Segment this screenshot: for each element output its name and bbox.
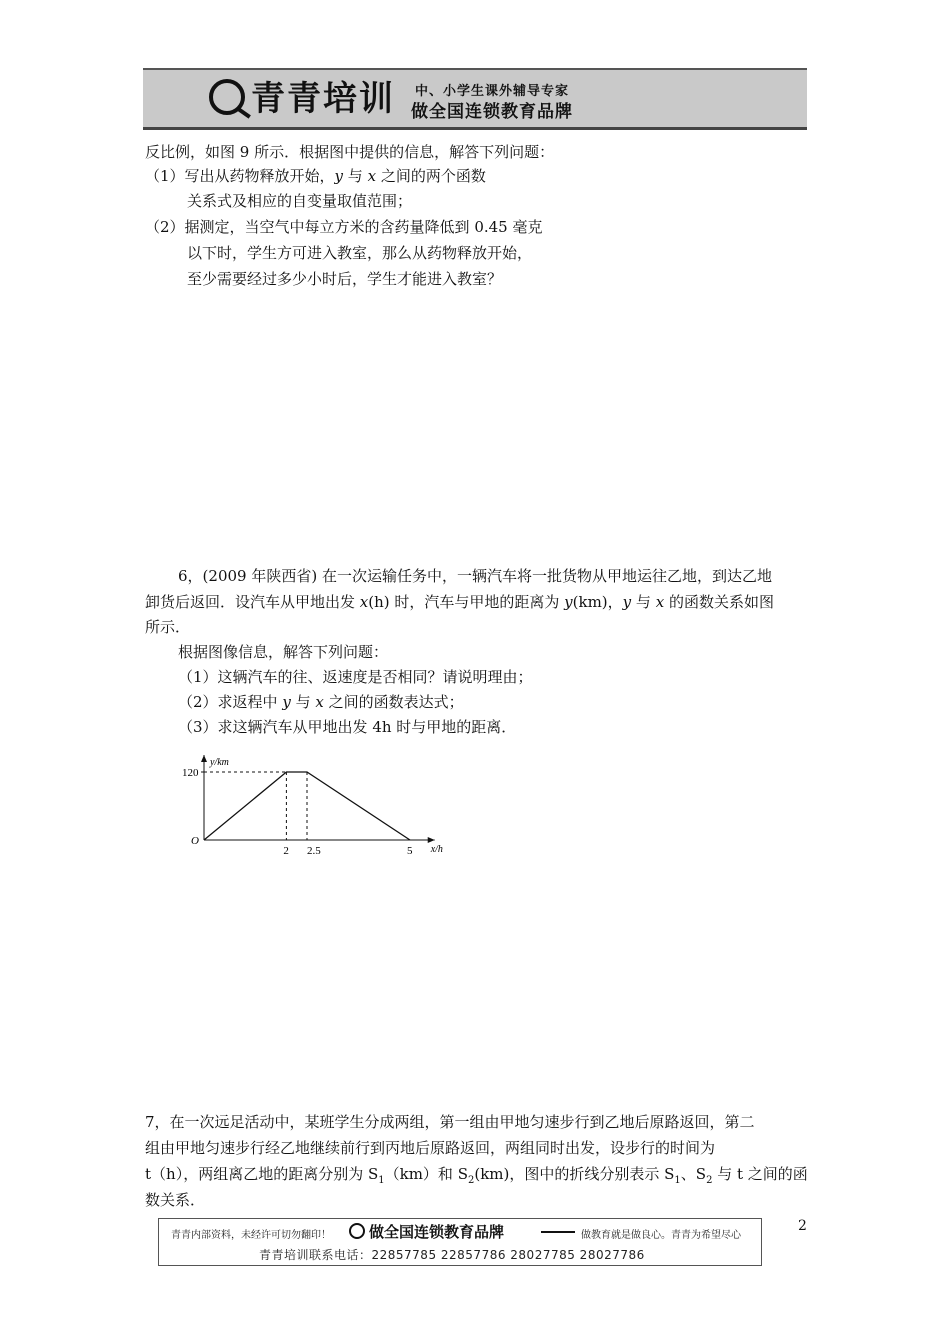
footer-box xyxy=(158,1218,762,1266)
distance-time-chart xyxy=(180,735,460,860)
header-banner xyxy=(143,68,807,130)
y-tick-label: 120 xyxy=(182,767,199,779)
q7-line-3: t（h），两组离乙地的距离分别为 $S_1(km)$和 $S_2(km)$，图中的折线分别表示 $S_1$、$S_2$ 与 t 之间的函 xyxy=(145,1165,808,1186)
q6-item2: （2）求返程中 y 与 x 之间的函数表达式； xyxy=(178,693,464,711)
q6-item1: （1）这辆汽车的往、返速度是否相同？请说明理由； xyxy=(178,668,533,686)
footer-slogan: 做教育就是做良心。青青为希望尽心 xyxy=(581,1230,741,1241)
q7-line-4: 数关系． xyxy=(145,1191,206,1209)
q5-item2-line-b: 以下时，学生方可进入教室，那么从药物释放开始， xyxy=(187,244,533,262)
footer-phones: 青青培训联系电话：22857785 22857786 28027785 28027786 xyxy=(259,1248,645,1262)
x-tick-label: 2.5 xyxy=(307,845,321,857)
header-tagline-bottom: 做全国连锁教育品牌 xyxy=(411,102,573,122)
q5-item1-line-b: 关系式及相应的自变量取值范围； xyxy=(187,192,413,210)
q6-intro-line-b: 卸货后返回．设汽车从甲地出发 x(h) 时，汽车与甲地的距离为 y(km)，y 与 x 的函数关系如图 xyxy=(145,593,774,611)
y-axis-label: y/km xyxy=(210,757,229,768)
brand-name: 青青培训 xyxy=(251,79,395,119)
footer-logo-icon xyxy=(349,1223,365,1239)
q5-item1-line-a: （1）写出从药物释放开始，y 与 x 之间的两个函数 xyxy=(145,167,486,185)
x-tick-label: 2 xyxy=(283,845,289,857)
header-tagline-top: 中、小学生课外辅导专家 xyxy=(415,84,570,99)
q6-prompt: 根据图像信息，解答下列问题： xyxy=(178,643,389,661)
y-axis-arrow-icon xyxy=(201,755,207,762)
q7-line-2: 组由甲地匀速步行经乙地继续前行到丙地后原路返回，两组同时出发，设步行的时间为 xyxy=(145,1139,716,1157)
q6-intro-line-c: 所示． xyxy=(145,618,191,636)
x-tick-label: 5 xyxy=(407,845,413,857)
footer-dash xyxy=(541,1231,575,1233)
q5-item2-line-c: 至少需要经过多少小时后，学生才能进入教室？ xyxy=(187,270,503,288)
q6-intro-line-a: 6，(2009 年陕西省) 在一次运输任务中，一辆汽车将一批货物从甲地运往乙地，到达乙地 xyxy=(178,567,772,585)
x-axis-arrow-icon xyxy=(428,837,435,843)
q7-line-1: 7，在一次远足活动中，某班学生分成两组，第一组由甲地匀速步行到乙地后原路返回，第二 xyxy=(145,1113,755,1131)
x-axis-label: x/h xyxy=(430,844,443,855)
q5-item2-line-a: （2）据测定，当空气中每立方米的含药量降低到 0.45 毫克 xyxy=(145,218,543,236)
series-line xyxy=(204,772,410,840)
page-number: 2 xyxy=(798,1218,807,1234)
q5-intro-line: 反比例，如图 9 所示．根据图中提供的信息，解答下列问题： xyxy=(145,143,555,161)
brand-logo-icon xyxy=(209,79,245,115)
origin-label: O xyxy=(191,835,199,847)
footer-notice: 青青内部资料，未经许可切勿翻印！ xyxy=(171,1230,331,1241)
footer-brand: 做全国连锁教育品牌 xyxy=(369,1223,505,1241)
q6-item3: （3）求这辆汽车从甲地出发 4h 时与甲地的距离． xyxy=(178,718,517,736)
